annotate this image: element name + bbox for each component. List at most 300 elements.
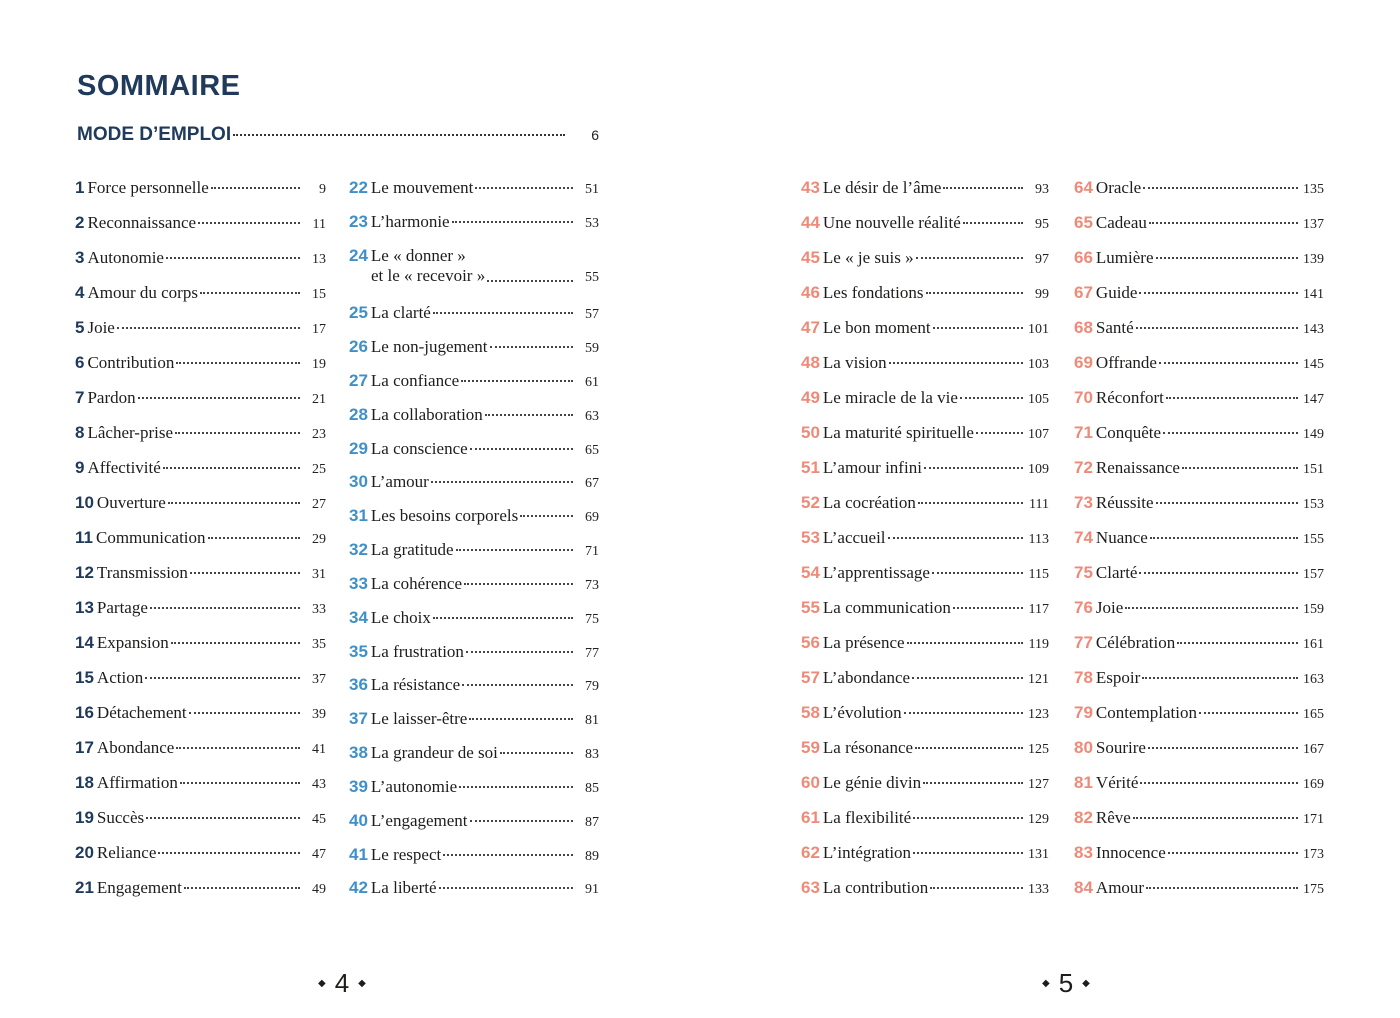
entry-page: 123 (1028, 707, 1049, 722)
toc-entry[interactable] (75, 843, 326, 863)
toc-entry[interactable] (801, 388, 1049, 408)
entry-page: 109 (1028, 462, 1049, 477)
entry-number: 41 (349, 845, 368, 864)
toc-entry[interactable] (75, 773, 326, 793)
entry-number: 28 (349, 405, 368, 424)
entry-page: 163 (1303, 672, 1324, 687)
toc-entry[interactable] (75, 878, 326, 898)
leader-dots (431, 481, 573, 483)
entry-page: 91 (585, 882, 599, 897)
entry-label: Le miracle de la vie (822, 388, 958, 407)
entry-number: 78 (1074, 668, 1093, 687)
entry-number: 53 (801, 528, 820, 547)
entry-page: 57 (585, 307, 599, 322)
leader-dots (916, 257, 1023, 259)
toc-entry[interactable] (1074, 178, 1324, 198)
toc-entry[interactable] (75, 598, 326, 618)
entry-page: 29 (312, 532, 326, 547)
toc-entry[interactable] (801, 493, 1049, 513)
entry-label: Autonomie (87, 248, 164, 267)
entry-page: 9 (319, 182, 326, 197)
entry-page: 41 (312, 742, 326, 757)
toc-entry[interactable] (75, 808, 326, 828)
entry-number: 13 (75, 598, 94, 617)
entry-number: 40 (349, 811, 368, 830)
entry-page: 11 (312, 217, 326, 232)
entry-label: Communication (95, 528, 206, 547)
toc-entry[interactable] (801, 878, 1049, 898)
entry-page: 15 (312, 287, 326, 302)
leader-dots (1148, 747, 1298, 749)
leader-dots (158, 852, 300, 854)
toc-entry[interactable] (349, 337, 599, 357)
entry-number: 57 (801, 668, 820, 687)
leader-dots (913, 852, 1023, 854)
toc-entry[interactable] (75, 703, 326, 723)
entry-number: 34 (349, 608, 368, 627)
entry-label: La maturité spirituelle (822, 423, 974, 442)
entry-number: 35 (349, 642, 368, 661)
entry-number: 60 (801, 773, 820, 792)
entry-label: Le laisser-être (370, 709, 468, 728)
entry-label: Guide (1095, 283, 1138, 302)
toc-entry[interactable] (75, 213, 326, 233)
entry-number: 16 (75, 703, 94, 722)
entry-number: 37 (349, 709, 368, 728)
leader-dots (145, 677, 300, 679)
leader-dots (189, 712, 300, 714)
leader-dots (1166, 397, 1298, 399)
toc-entry[interactable] (349, 811, 599, 831)
entry-number: 43 (801, 178, 820, 197)
entry-number: 14 (75, 633, 94, 652)
entry-label: Transmission (96, 563, 188, 582)
entry-label: Action (96, 668, 144, 687)
entry-label: Rêve (1095, 808, 1131, 827)
toc-entry[interactable] (1074, 248, 1324, 268)
right-page (700, 0, 1400, 1018)
entry-number: 61 (801, 808, 820, 827)
entry-number: 63 (801, 878, 820, 897)
leader-dots (926, 292, 1024, 294)
toc-entry[interactable] (349, 845, 599, 865)
entry-number: 18 (75, 773, 94, 792)
entry-page: 105 (1028, 392, 1049, 407)
leader-dots (889, 362, 1023, 364)
entry-label: Vérité (1095, 773, 1139, 792)
entry-page: 159 (1303, 602, 1324, 617)
entry-number: 56 (801, 633, 820, 652)
leader-dots (166, 257, 300, 259)
entry-number: 70 (1074, 388, 1093, 407)
entry-page: 65 (585, 443, 599, 458)
entry-page: 53 (585, 216, 599, 231)
leader-dots (500, 752, 573, 754)
toc-entry[interactable] (801, 458, 1049, 478)
toc-entry[interactable] (349, 303, 599, 323)
entry-page: 151 (1303, 462, 1324, 477)
diamond-icon: ◆ (1082, 978, 1090, 989)
toc-entry[interactable] (349, 212, 599, 232)
toc-entry[interactable] (801, 318, 1049, 338)
entry-number: 81 (1074, 773, 1093, 792)
entry-page: 131 (1028, 847, 1049, 862)
entry-label: Clarté (1095, 563, 1138, 582)
entry-label: L’engagement (370, 811, 468, 830)
toc-entry[interactable] (1074, 493, 1324, 513)
entry-page: 165 (1303, 707, 1324, 722)
toc-entry[interactable] (801, 178, 1049, 198)
entry-page: 171 (1303, 812, 1324, 827)
toc-entry[interactable] (801, 213, 1049, 233)
entry-page: 17 (312, 322, 326, 337)
entry-label: L’intégration (822, 843, 912, 862)
entry-page: 81 (585, 713, 599, 728)
entry-page: 25 (312, 462, 326, 477)
leader-dots (923, 782, 1023, 784)
entry-label: Les fondations (822, 283, 924, 302)
toc-entry[interactable] (801, 528, 1049, 548)
entry-label: La présence (822, 633, 905, 652)
entry-number: 2 (75, 213, 85, 232)
leader-dots (915, 747, 1023, 749)
entry-number: 49 (801, 388, 820, 407)
entry-label: L’abondance (822, 668, 911, 687)
entry-number: 33 (349, 574, 368, 593)
folio-number: 5 (1058, 968, 1074, 998)
entry-label: Engagement (96, 878, 182, 897)
entry-number: 6 (75, 353, 85, 372)
leader-dots (907, 642, 1023, 644)
entry-label: Reconnaissance (87, 213, 197, 232)
entry-label: Renaissance (1095, 458, 1180, 477)
toc-entry[interactable] (1074, 878, 1324, 898)
entry-number: 1 (75, 178, 85, 197)
toc-entry[interactable] (801, 563, 1049, 583)
entry-label: Une nouvelle réalité (822, 213, 961, 232)
toc-entry[interactable] (1074, 633, 1324, 653)
toc-entry[interactable] (1074, 388, 1324, 408)
entry-page: 21 (312, 392, 326, 407)
entry-number: 3 (75, 248, 85, 267)
toc-entry[interactable] (75, 668, 326, 688)
leader-dots (1163, 432, 1298, 434)
leader-dots (190, 572, 300, 574)
leader-dots (469, 718, 573, 720)
toc-entry[interactable] (1074, 563, 1324, 583)
entry-page: 19 (312, 357, 326, 372)
toc-entry[interactable] (349, 405, 599, 425)
leader-dots (233, 134, 565, 136)
toc-entry[interactable] (801, 808, 1049, 828)
entry-label: L’évolution (822, 703, 902, 722)
entry-number: 7 (75, 388, 85, 407)
entry-number: 71 (1074, 423, 1093, 442)
toc-entry[interactable] (1074, 213, 1324, 233)
toc-entry[interactable] (349, 878, 599, 898)
toc-entry[interactable] (75, 528, 326, 548)
entry-number: 32 (349, 540, 368, 559)
leader-dots (439, 887, 573, 889)
entry-number: 25 (349, 303, 368, 322)
entry-page: 71 (585, 544, 599, 559)
entry-page: 129 (1028, 812, 1049, 827)
toc-entry[interactable] (75, 353, 326, 373)
entry-number: 84 (1074, 878, 1093, 897)
leader-dots (932, 572, 1023, 574)
toc-entry[interactable] (75, 423, 326, 443)
toc-entry[interactable] (1074, 598, 1324, 618)
leader-dots (475, 187, 573, 189)
entry-label: Contribution (87, 353, 175, 372)
entry-label: Expansion (96, 633, 169, 652)
entry-label: La communication (822, 598, 951, 617)
entry-page: 93 (1035, 182, 1049, 197)
entry-page: 99 (1035, 287, 1049, 302)
entry-page: 103 (1028, 357, 1049, 372)
toc-entry[interactable] (1074, 528, 1324, 548)
toc-entry[interactable] (75, 738, 326, 758)
leader-dots (888, 537, 1023, 539)
entry-page: 169 (1303, 777, 1324, 792)
entry-label: Innocence (1095, 843, 1166, 862)
toc-entry[interactable] (801, 598, 1049, 618)
entry-label: L’accueil (822, 528, 886, 547)
leader-dots (963, 222, 1023, 224)
entry-page: 31 (312, 567, 326, 582)
toc-entry[interactable] (801, 703, 1049, 723)
leader-dots (433, 312, 573, 314)
toc-entry[interactable] (1074, 458, 1324, 478)
entry-number: 5 (75, 318, 85, 337)
toc-entry[interactable] (1074, 843, 1324, 863)
entry-label: Le mouvement (370, 178, 474, 197)
entry-page: 75 (585, 612, 599, 627)
entry-number: 50 (801, 423, 820, 442)
entry-label: La clarté (370, 303, 431, 322)
toc-entry[interactable] (349, 439, 599, 459)
entry-number: 77 (1074, 633, 1093, 652)
toc-entry[interactable] (349, 246, 599, 286)
entry-label: Les besoins corporels (370, 506, 519, 525)
leader-dots (464, 583, 573, 585)
toc-entry[interactable] (1074, 773, 1324, 793)
leader-dots (1140, 782, 1298, 784)
entry-page: 139 (1303, 252, 1324, 267)
entry-label: L’amour infini (822, 458, 922, 477)
entry-label: Offrande (1095, 353, 1157, 372)
toc-entry[interactable] (801, 738, 1049, 758)
leader-dots (1139, 572, 1298, 574)
entry-page: 63 (585, 409, 599, 424)
entry-page: 127 (1028, 777, 1049, 792)
toc-entry[interactable] (349, 540, 599, 560)
leader-dots (960, 397, 1023, 399)
toc-entry[interactable] (349, 506, 599, 526)
leader-dots (180, 782, 300, 784)
leader-dots (198, 222, 300, 224)
entry-label: La résonance (822, 738, 914, 757)
leader-dots (1156, 257, 1298, 259)
toc-entry[interactable] (349, 743, 599, 763)
toc-entry[interactable] (75, 318, 326, 338)
entry-page: 119 (1028, 637, 1049, 652)
toc-entry[interactable] (75, 493, 326, 513)
entry-number: 21 (75, 878, 94, 897)
leader-dots (466, 651, 573, 653)
leader-dots (1142, 677, 1298, 679)
page-number-right (1033, 968, 1099, 999)
entry-number: 9 (75, 458, 85, 477)
toc-entry[interactable] (349, 777, 599, 797)
entry-number: 36 (349, 675, 368, 694)
leader-dots (1159, 362, 1298, 364)
entry-label: Le « donner » (370, 246, 466, 265)
toc-entry[interactable] (75, 283, 326, 303)
toc-entry[interactable] (349, 574, 599, 594)
entry-number: 48 (801, 353, 820, 372)
entry-label: Santé (1095, 318, 1134, 337)
leader-dots (1156, 502, 1298, 504)
toc-entry[interactable] (1074, 703, 1324, 723)
toc-entry[interactable] (801, 773, 1049, 793)
entry-first-line (349, 246, 485, 266)
entry-label: Réconfort (1095, 388, 1164, 407)
toc-entry[interactable] (801, 843, 1049, 863)
entry-page: 157 (1303, 567, 1324, 582)
entry-label: Réussite (1095, 493, 1154, 512)
leader-dots (1177, 642, 1298, 644)
toc-entry[interactable] (75, 248, 326, 268)
entry-page: 73 (585, 578, 599, 593)
entry-label: Le respect (370, 845, 442, 864)
toc-entry[interactable] (801, 668, 1049, 688)
entry-number: 62 (801, 843, 820, 862)
leader-dots (485, 414, 573, 416)
entry-label: La conscience (370, 439, 468, 458)
toc-entry[interactable] (75, 633, 326, 653)
mode-emploi-entry[interactable] (77, 124, 599, 146)
entry-number: 17 (75, 738, 94, 757)
leader-dots (117, 327, 300, 329)
toc-entry[interactable] (349, 371, 599, 391)
diamond-icon: ◆ (318, 978, 326, 989)
entry-page: 47 (312, 847, 326, 862)
entry-page: 69 (585, 510, 599, 525)
toc-entry[interactable] (801, 423, 1049, 443)
entry-page: 95 (1035, 217, 1049, 232)
toc-entry[interactable] (1074, 668, 1324, 688)
entry-page: 133 (1028, 882, 1049, 897)
toc-entry[interactable] (1074, 283, 1324, 303)
entry-number: 68 (1074, 318, 1093, 337)
leader-dots (490, 346, 573, 348)
entry-label-line2: et le « recevoir » (371, 266, 486, 285)
entry-label: Force personnelle (87, 178, 209, 197)
entry-page: 51 (585, 182, 599, 197)
entry-page: 85 (585, 781, 599, 796)
toc-entry[interactable] (1074, 808, 1324, 828)
toc-entry[interactable] (75, 563, 326, 583)
toc-entry[interactable] (349, 642, 599, 662)
leader-dots (912, 677, 1023, 679)
leader-dots (1143, 187, 1298, 189)
entry-page: 167 (1303, 742, 1324, 757)
entry-number: 59 (801, 738, 820, 757)
entry-label: Affirmation (96, 773, 178, 792)
entry-page: 13 (312, 252, 326, 267)
entry-label: Le « je suis » (822, 248, 914, 267)
entry-label: Reliance (96, 843, 157, 862)
leader-dots (433, 617, 573, 619)
entry-page: 135 (1303, 182, 1324, 197)
toc-entry[interactable] (349, 675, 599, 695)
entry-label: Contemplation (1095, 703, 1197, 722)
entry-label: Oracle (1095, 178, 1142, 197)
leader-dots (918, 502, 1023, 504)
entry-number: 83 (1074, 843, 1093, 862)
toc-entry[interactable] (75, 388, 326, 408)
entry-page: 49 (312, 882, 326, 897)
entry-label: La collaboration (370, 405, 483, 424)
entry-page: 79 (585, 679, 599, 694)
entry-number: 45 (801, 248, 820, 267)
entry-label: La cocréation (822, 493, 916, 512)
entry-page: 145 (1303, 357, 1324, 372)
toc-entry[interactable] (349, 178, 599, 198)
entry-number: 58 (801, 703, 820, 722)
entry-number: 73 (1074, 493, 1093, 512)
entry-number: 65 (1074, 213, 1093, 232)
entry-page: 39 (312, 707, 326, 722)
toc-entry[interactable] (1074, 423, 1324, 443)
toc-entry[interactable] (349, 472, 599, 492)
toc-entry[interactable] (1074, 318, 1324, 338)
toc-entry[interactable] (349, 608, 599, 628)
toc-entry[interactable] (801, 633, 1049, 653)
leader-dots (211, 187, 300, 189)
entry-label: Conquête (1095, 423, 1162, 442)
leader-dots (462, 684, 573, 686)
entry-label: Lumière (1095, 248, 1154, 267)
toc-entry[interactable] (349, 709, 599, 729)
entry-number: 55 (801, 598, 820, 617)
entry-page: 161 (1303, 637, 1324, 652)
toc-entry[interactable] (801, 248, 1049, 268)
entry-number: 22 (349, 178, 368, 197)
entry-label: Ouverture (96, 493, 166, 512)
toc-entry[interactable] (75, 458, 326, 478)
entry-label: Le génie divin (822, 773, 922, 792)
toc-entry[interactable] (801, 353, 1049, 373)
entry-label: Le non-jugement (370, 337, 488, 356)
entry-number: 76 (1074, 598, 1093, 617)
entry-label: L’autonomie (370, 777, 458, 796)
entry-label: La confiance (370, 371, 460, 390)
leader-dots (470, 448, 573, 450)
toc-entry[interactable] (801, 283, 1049, 303)
toc-entry[interactable] (75, 178, 326, 198)
page-number-left (309, 968, 375, 999)
toc-entry[interactable] (1074, 738, 1324, 758)
folio-number: 4 (334, 968, 350, 998)
entry-number: 29 (349, 439, 368, 458)
leader-dots (1136, 327, 1298, 329)
leader-dots (138, 397, 300, 399)
leader-dots (175, 432, 300, 434)
toc-entry[interactable] (1074, 353, 1324, 373)
entry-number: 64 (1074, 178, 1093, 197)
